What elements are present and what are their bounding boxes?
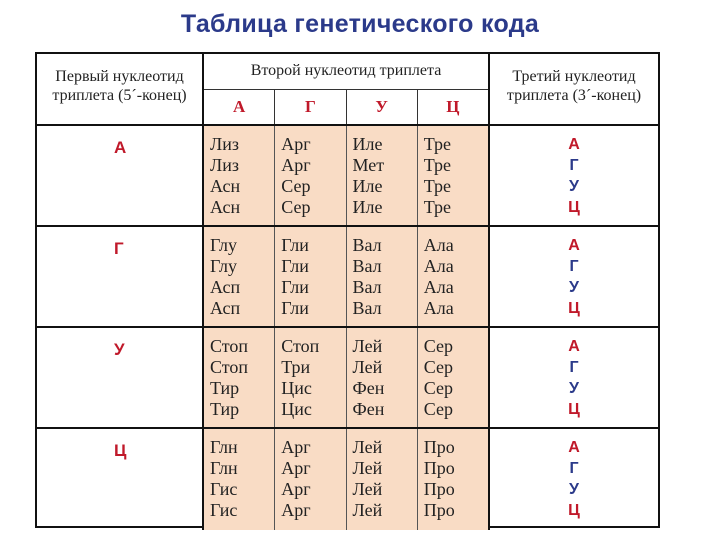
amino-acid: Гли	[281, 235, 309, 255]
third-base: Ц	[568, 502, 580, 519]
amino-acid: Вал	[352, 298, 382, 318]
amino-acid: Лей	[352, 357, 383, 377]
amino-acid: Иле	[352, 197, 383, 217]
first-header-line2: триплета (5´-конец)	[52, 87, 187, 104]
third-base: У	[569, 178, 579, 195]
third-base: Г	[569, 460, 579, 477]
amino-acid: Три	[281, 357, 311, 377]
third-base: Г	[569, 157, 579, 174]
amino-acid-column	[418, 126, 490, 225]
amino-acid: Вал	[352, 277, 382, 297]
amino-acid: Глн	[210, 437, 238, 457]
page-title: Таблица генетического кода	[180, 10, 540, 38]
third-base: А	[568, 237, 580, 254]
amino-acid: Сер	[423, 399, 453, 419]
amino-acid: Стоп	[210, 336, 249, 356]
third-base: У	[569, 481, 579, 498]
amino-acid-cells	[204, 328, 490, 427]
second-base-c: Ц	[446, 97, 460, 116]
amino-acid: Лиз	[210, 155, 239, 175]
third-base: А	[568, 439, 580, 456]
amino-acid: Про	[423, 479, 455, 499]
amino-acid: Арг	[281, 458, 311, 478]
codon-group-g	[37, 227, 658, 328]
amino-acid: Арг	[281, 437, 311, 457]
codon-group-u	[37, 328, 658, 429]
first-base-label: У	[37, 328, 204, 427]
first-base-label: А	[37, 126, 204, 225]
amino-acid: Иле	[352, 134, 383, 154]
second-base-u: У	[347, 90, 418, 124]
amino-acid: Лей	[352, 479, 383, 499]
third-base: А	[568, 338, 580, 355]
amino-acid: Глн	[210, 458, 238, 478]
second-base-g: Г	[275, 90, 346, 124]
third-base: Ц	[568, 300, 580, 317]
amino-acid: Иле	[352, 176, 383, 196]
amino-acid: Глу	[210, 235, 238, 255]
third-header-line1: Третий нуклеотид	[512, 68, 636, 85]
amino-acid: Лей	[352, 336, 383, 356]
codon-group-c	[37, 429, 658, 530]
amino-acid-column	[418, 429, 490, 530]
second-header-title: Второй нуклеотид триплета	[204, 54, 488, 90]
amino-acid: Сер	[423, 336, 453, 356]
second-base-row	[204, 90, 488, 124]
amino-acid: Стоп	[281, 336, 320, 356]
amino-acid: Гли	[281, 298, 309, 318]
amino-acid: Вал	[352, 235, 382, 255]
amino-acid: Тре	[423, 197, 452, 217]
codon-group-a	[37, 126, 658, 227]
amino-acid-column	[275, 126, 346, 225]
amino-acid-column	[418, 328, 490, 427]
amino-acid: Арг	[281, 479, 311, 499]
amino-acid: Сер	[423, 357, 453, 377]
amino-acid: Глу	[210, 256, 238, 276]
third-base: У	[569, 279, 579, 296]
amino-acid-column	[418, 227, 490, 326]
third-header-line2: триплета (3´-конец)	[506, 87, 642, 104]
amino-acid: Цис	[281, 378, 312, 398]
third-base: Ц	[568, 199, 580, 216]
amino-acid: Лиз	[210, 134, 239, 154]
amino-acid-cells	[204, 429, 490, 530]
first-header-line1: Первый нуклеотид	[55, 68, 184, 85]
amino-acid: Фен	[352, 399, 385, 419]
amino-acid: Гли	[281, 256, 309, 276]
amino-acid: Гис	[210, 500, 238, 520]
amino-acid: Вал	[352, 256, 382, 276]
amino-acid: Асп	[210, 298, 241, 318]
amino-acid-column	[275, 429, 346, 530]
amino-acid: Тре	[423, 176, 452, 196]
amino-acid: Арг	[281, 500, 311, 520]
amino-acid-column	[204, 328, 275, 427]
second-nucleotide-header	[204, 54, 490, 124]
table-header	[37, 54, 658, 126]
amino-acid-column	[347, 429, 418, 530]
amino-acid: Сер	[281, 176, 311, 196]
amino-acid: Ала	[423, 277, 454, 297]
amino-acid: Про	[423, 500, 455, 520]
third-base-list	[490, 227, 658, 326]
amino-acid: Тир	[210, 399, 240, 419]
third-nucleotide-header	[490, 54, 658, 137]
amino-acid: Про	[423, 437, 455, 457]
amino-acid: Лей	[352, 500, 383, 520]
amino-acid: Арг	[281, 155, 311, 175]
third-base: Ц	[568, 401, 580, 418]
amino-acid: Ала	[423, 256, 454, 276]
third-base-list	[490, 126, 658, 225]
third-base: Г	[569, 359, 579, 376]
amino-acid-cells	[204, 227, 490, 326]
amino-acid-column	[275, 328, 346, 427]
amino-acid: Гис	[210, 479, 238, 499]
first-nucleotide-header	[37, 54, 204, 124]
amino-acid: Тре	[423, 134, 452, 154]
amino-acid-cells	[204, 126, 490, 225]
amino-acid-column	[275, 227, 346, 326]
third-base-list	[490, 429, 658, 530]
amino-acid: Фен	[352, 378, 385, 398]
amino-acid: Асп	[210, 277, 241, 297]
amino-acid: Сер	[423, 378, 453, 398]
first-base-label: Ц	[37, 429, 204, 530]
amino-acid: Мет	[352, 155, 385, 175]
amino-acid: Лей	[352, 437, 383, 457]
amino-acid: Цис	[281, 399, 312, 419]
amino-acid-column	[204, 126, 275, 225]
amino-acid: Ала	[423, 298, 454, 318]
amino-acid-column	[347, 126, 418, 225]
amino-acid: Ала	[423, 235, 454, 255]
amino-acid: Гли	[281, 277, 309, 297]
third-base: А	[568, 136, 580, 153]
amino-acid: Тир	[210, 378, 240, 398]
amino-acid: Арг	[281, 134, 311, 154]
second-base-a: А	[204, 90, 275, 124]
amino-acid-column	[347, 227, 418, 326]
amino-acid: Про	[423, 458, 455, 478]
amino-acid: Тре	[423, 155, 452, 175]
third-base: Г	[569, 258, 579, 275]
amino-acid: Сер	[281, 197, 311, 217]
amino-acid-column	[204, 227, 275, 326]
first-base-label: Г	[37, 227, 204, 326]
genetic-code-table	[35, 52, 660, 528]
amino-acid: Асн	[210, 176, 241, 196]
amino-acid-column	[347, 328, 418, 427]
amino-acid: Стоп	[210, 357, 249, 377]
amino-acid: Лей	[352, 458, 383, 478]
amino-acid-column	[204, 429, 275, 530]
amino-acid: Асн	[210, 197, 241, 217]
third-base-list	[490, 328, 658, 427]
third-base: У	[569, 380, 579, 397]
